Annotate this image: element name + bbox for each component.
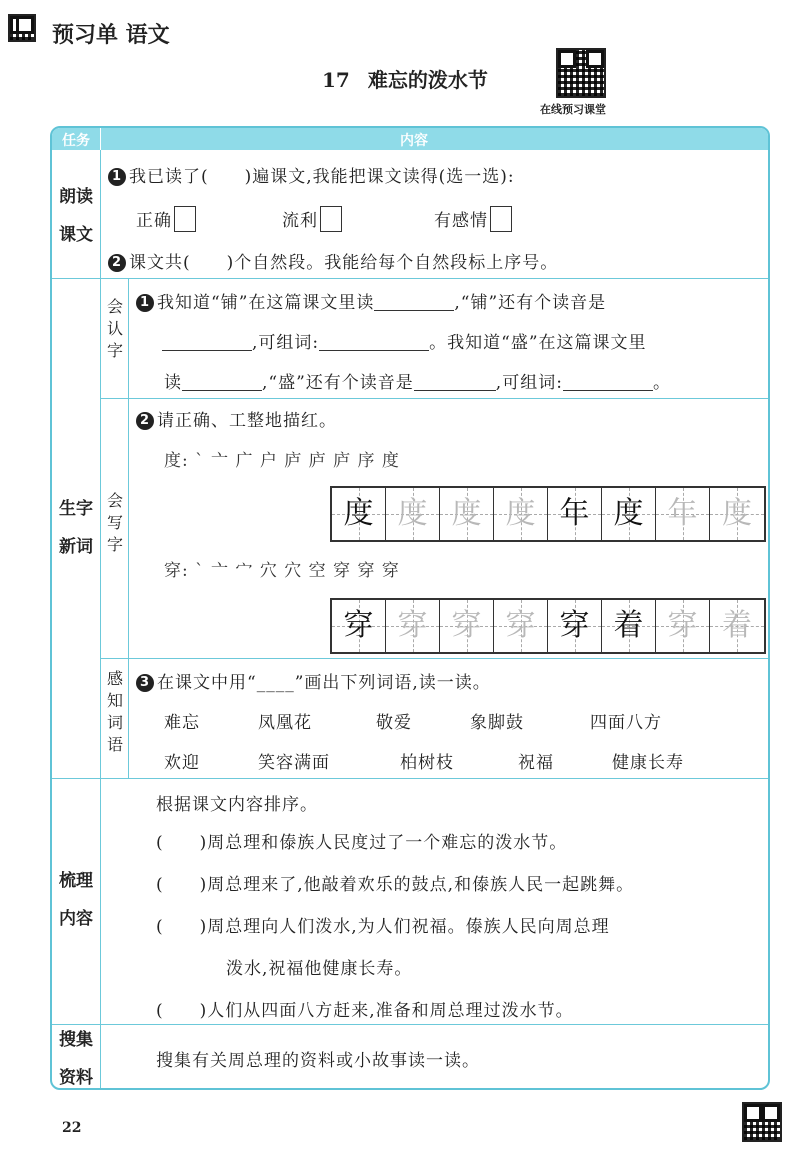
answer-blank[interactable] [319, 335, 429, 351]
writing-grid-chuan[interactable] [330, 598, 766, 654]
reading-option-fluent[interactable]: 流利 [282, 206, 342, 232]
word-item: 难忘 [164, 713, 200, 733]
reading-question-2: 2 课文共( )个自然段。我能给每个自然段标上序号。 [108, 248, 558, 273]
qr-label: 在线预习课堂 [540, 103, 606, 116]
grid-cell[interactable]: 度 [386, 488, 440, 540]
answer-blank[interactable] [414, 375, 496, 391]
grid-cell[interactable]: 度 [494, 488, 548, 540]
grid-cell[interactable]: 穿 [332, 600, 386, 652]
word-item: 敬爱 [376, 713, 412, 733]
sorting-item[interactable]: ( )人们从四面八方赶来,准备和周总理过泼水节。 [156, 1001, 574, 1021]
grid-cell[interactable]: 着 [710, 600, 764, 652]
grid-cell[interactable]: 度 [710, 488, 764, 540]
number-badge: 2 [108, 254, 126, 272]
sorting-item[interactable]: ( )周总理来了,他敲着欢乐的鼓点,和傣族人民一起跳舞。 [156, 875, 635, 895]
recognize-line-1: 1 我知道“铺”在这篇课文里读 ,“铺”还有个读音是 [136, 288, 606, 313]
answer-blank[interactable] [162, 335, 252, 351]
sorting-item-continued: 泼水,祝福他健康长寿。 [226, 959, 413, 979]
task-new-characters: 生字 新词 [59, 499, 93, 557]
divider [128, 278, 129, 778]
lesson-name: 难忘的泼水节 [367, 68, 488, 92]
label-perceive-words: 感知词语 [106, 669, 123, 754]
number-badge: 1 [108, 168, 126, 186]
sorting-item[interactable]: ( )周总理和傣族人民度过了一个难忘的泼水节。 [156, 833, 568, 853]
page-number: 22 [62, 1120, 82, 1136]
grid-cell[interactable]: 度 [440, 488, 494, 540]
divider [100, 150, 101, 1090]
grid-cell[interactable]: 着 [602, 600, 656, 652]
recognize-line-3: 读 ,“盛”还有个读音是 ,可组词: 。 [164, 373, 671, 393]
collect-instruction: 搜集有关周总理的资料或小故事读一读。 [156, 1051, 480, 1071]
grid-cell[interactable]: 穿 [386, 600, 440, 652]
number-badge: 1 [136, 294, 154, 312]
answer-blank[interactable] [182, 375, 262, 391]
table-header [52, 128, 768, 150]
task-reading: 朗读 课文 [59, 187, 93, 245]
checkbox[interactable] [490, 206, 512, 232]
grid-cell[interactable]: 度 [332, 488, 386, 540]
sorting-intro: 根据课文内容排序。 [156, 795, 318, 815]
footer-qr-code[interactable] [742, 1102, 782, 1142]
grid-cell[interactable]: 年 [548, 488, 602, 540]
grid-cell[interactable]: 穿 [494, 600, 548, 652]
divider [100, 658, 768, 659]
preview-table [50, 126, 770, 1090]
col-content-header: 内容 [400, 133, 428, 149]
number-badge: 3 [136, 674, 154, 692]
number-badge: 2 [136, 412, 154, 430]
task-collect-materials: 搜集 资料 [59, 1030, 93, 1088]
grid-cell[interactable]: 度 [602, 488, 656, 540]
writing-grid-du[interactable] [330, 486, 766, 542]
col-task-header: 任务 [62, 133, 90, 149]
page-header-title: 预习单 语文 [52, 23, 170, 48]
word-item: 凤凰花 [258, 713, 312, 733]
char-chuan-strokes: 穿: ` 亠 宀 穴 穴 空 穿 穿 穿 [164, 561, 400, 581]
checkbox[interactable] [174, 206, 196, 232]
grid-cell[interactable]: 年 [656, 488, 710, 540]
word-item: 柏树枝 [400, 753, 454, 773]
reading-option-correct[interactable]: 正确 [136, 206, 196, 232]
word-item: 四面八方 [590, 713, 662, 733]
reading-option-expressive[interactable]: 有感情 [434, 206, 512, 232]
task-sort-content: 梳理 内容 [59, 871, 93, 929]
write-instruction: 2 请正确、工整地描红。 [136, 406, 337, 431]
word-item: 健康长寿 [612, 753, 684, 773]
grid-cell[interactable]: 穿 [440, 600, 494, 652]
word-item: 象脚鼓 [470, 713, 524, 733]
grid-cell[interactable]: 穿 [656, 600, 710, 652]
divider [52, 278, 768, 279]
reading-question-1: 1 我已读了( )遍课文,我能把课文读得(选一选): [108, 162, 515, 187]
label-write-characters: 会写字 [106, 491, 123, 554]
answer-blank[interactable] [563, 375, 653, 391]
divider [52, 778, 768, 779]
grid-cell[interactable]: 穿 [548, 600, 602, 652]
word-item: 祝福 [518, 753, 554, 773]
answer-blank[interactable] [374, 295, 454, 311]
label-recognize-characters: 会认字 [106, 297, 123, 360]
sorting-item[interactable]: ( )周总理向人们泼水,为人们祝福。傣族人民向周总理 [156, 917, 610, 937]
lesson-number: 17 [322, 68, 350, 92]
word-item: 欢迎 [164, 753, 200, 773]
recognize-line-2: ,可组词: 。我知道“盛”在这篇课文里 [162, 328, 647, 353]
preview-class-qr-code[interactable] [556, 48, 606, 98]
char-du-strokes: 度: ` 亠 广 户 庐 庐 庐 序 度 [164, 451, 400, 471]
word-item: 笑容满面 [258, 753, 330, 773]
checkbox[interactable] [320, 206, 342, 232]
words-instruction: 3 在课文中用“____”画出下列词语,读一读。 [136, 668, 491, 693]
divider [52, 1024, 768, 1025]
corner-qr-code [8, 14, 36, 42]
lesson-title [322, 64, 488, 93]
divider [100, 398, 768, 399]
